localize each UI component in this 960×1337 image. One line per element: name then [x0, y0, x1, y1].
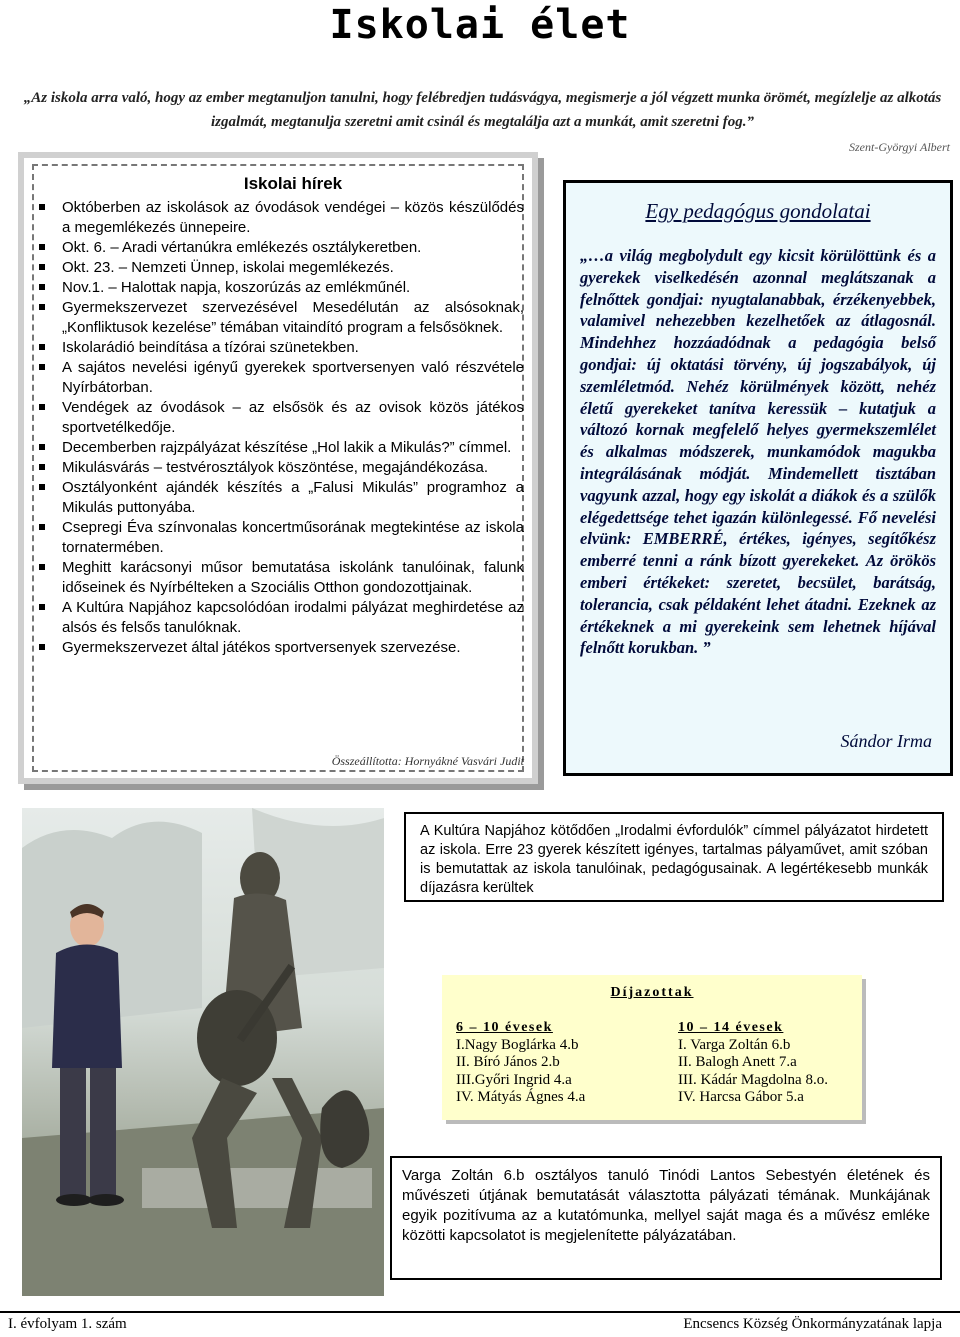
teacher-author: Sándor Irma [840, 731, 932, 751]
winner: III.Győri Ingrid 4.a [456, 1071, 572, 1088]
pedestal [142, 1168, 372, 1208]
news-item: A sajátos nevelési igényű gyerekek sportversenyen való részvétele Nyírbátorban. [62, 359, 524, 396]
age-group-heading: 6 – 10 évesek [456, 1020, 553, 1035]
news-item: Osztályonként ajándék készítés a „Falusi Mikulás” programhoz a Mikulás puttonyába. [62, 479, 524, 516]
winner: II. Balogh Anett 7.a [678, 1054, 797, 1070]
news-item: Mikulásvárás – testvérosztályok köszöntése, megajándékozása. [62, 458, 524, 478]
teacher-text: „…a világ megbolydult egy kicsit körülöttünk és a gyerekek viselkedésén azonnal meglátszanak a felnőttek gondjai: nyugtalanabbak, érzékenyebbek, valamivel nehezebben kezelhetőek az átlagosnál. Mindehhez hozzáadódnak a pedagógia belső gondjai: új oktatási törvény, új jogszabályok, új szemléletmód. Nehéz körülmények között, nehéz életű gyerekeket tanítva keressük – kutatjuk a változó kornak megfelelő helyes gyermekszemlélet és alkalmas módszerek, munkamódok magukba integrálásának módját. Mindemellett tisztában vagyunk azzal, hogy egy iskolát a diákok és a szülők elégedettsége tehet igazán különlegessé. Fő nevelési elvünk: EMBERRÉ, értékes, igényes, segítőkész emberré tenni a ránk bízott gyerekeket. Az örökös emberi értékeket: szeretet, becsület, barátság, tolerancia, csak példaként lehet átadni. Ezeknek az értékeknek a mi gyerekeink sem lehetnek híjával felnőtt korukban. ” [580, 246, 936, 658]
winner: II. Bíró János 2.b [456, 1054, 560, 1070]
school-news-box [18, 152, 538, 784]
news-title: Iskolai hírek [243, 174, 343, 193]
varga-zoltan-text: Varga Zoltán 6.b osztályos tanuló Tinódi Lantos Sebestyén életének és művészeti útjának bemutatását választotta pályázati témának. Munkájának egyik pozitívuma az a kutatómunka, mellyel saját maga és a művész emléke közötti kapcsolatot is megjelenítette pályázatában. [390, 1156, 942, 1280]
news-item: Gyermekszervezet szervezésével Mesedélután az alsósoknak, „Konfliktusok kezelése” témában vitaindító program a felsősöknek. [62, 299, 524, 336]
teacher-box-title: Egy pedagógus gondolatai [645, 199, 871, 223]
age-group-6-10 [456, 1019, 585, 1107]
news-item: Nov.1. – Halottak napja, koszorúzás az emlékműnél. [62, 278, 524, 298]
news-item: Vendégek az óvodások – az elsősök és az ovisok közös játékos sportvetélkedője. [62, 399, 524, 436]
boy-leg [60, 1068, 86, 1198]
awards-title: Díjazottak [610, 985, 694, 1000]
competition-announcement: A Kultúra Napjához kötődően „Irodalmi évfordulók” címmel pályázatot hirdetett az iskola. Erre 23 gyerek készített igényes, tartalmas pályaművet, amit szóban is bemutattak az iskola tanulóinak, pedagógusainak. A legértékesebb munkák díjazásra kerültek [404, 812, 944, 902]
news-item: Okt. 23. – Nemzeti Ünnep, iskolai megemlékezés. [62, 258, 524, 278]
publisher: Encsencs Község Önkormányzatának lapja [683, 1316, 942, 1332]
news-credit: Összeállította: Hornyákné Vasvári Judit [331, 754, 524, 768]
quote-author: Szent-Györgyi Albert [849, 140, 950, 154]
footer [0, 1311, 960, 1337]
winner: I.Nagy Boglárka 4.b [456, 1036, 579, 1053]
news-item: Meghitt karácsonyi műsor bemutatása iskolánk tanulóinak, falunk időseinek és Nyírbélteken a Szociális Otthon gondozottjainak. [62, 559, 524, 596]
winner: III. Kádár Magdolna 8.o. [678, 1071, 828, 1088]
news-item: Csepregi Éva színvonalas koncertműsorának megtekintése az iskola tornatermében. [62, 519, 524, 556]
opening-quote: „Az iskola arra való, hogy az ember megtanuljon tanulni, hogy felébredjen tudásvágya, megismerje a jól végzett munka örömét, megízlelje az alkotás izgalmát, megtanulja szeretni amit csinál és megtalálja azt a munkát, amit szeretni fog.” [23, 90, 942, 130]
winner: IV. Harcsa Gábor 5.a [678, 1089, 804, 1105]
teacher-thoughts-box [563, 180, 953, 776]
age-group-10-14 [678, 1019, 828, 1107]
statue-photo-illustration [22, 808, 384, 1296]
sack [320, 1090, 369, 1168]
news-item: Októberben az iskolások az óvodások vendégei – közös készülődés a megemlékezés ünnepeire. [62, 199, 524, 236]
issue-number: I. évfolyam 1. szám [8, 1316, 127, 1332]
news-item: Gyermekszervezet által játékos sportversenyek szervezése. [62, 638, 524, 658]
winner: I. Varga Zoltán 6.b [678, 1036, 791, 1053]
news-item: Decemberben rajzpályázat készítése „Hol lakik a Mikulás?” címmel. [62, 438, 524, 458]
news-list [62, 198, 524, 658]
news-item: A Kultúra Napjához kapcsolódóan irodalmi pályázat meghirdetése az alsós és felsős tanulóknak. [62, 599, 524, 636]
news-item: Iskolarádió beindítása a tízórai szünetekben. [62, 338, 524, 358]
statue-photo [22, 808, 384, 1296]
winner: IV. Mátyás Ágnes 4.a [456, 1089, 586, 1105]
awards-box [442, 975, 862, 1120]
boy-leg [90, 1068, 116, 1198]
news-item: Okt. 6. – Aradi vértanúkra emlékezés osztálykeretben. [62, 238, 524, 258]
page-title: Iskolai élet [329, 2, 631, 48]
boy-jacket [52, 945, 122, 1069]
boy-shoe [88, 1194, 124, 1206]
boy-shoe [56, 1194, 92, 1206]
age-group-heading: 10 – 14 évesek [678, 1020, 784, 1035]
